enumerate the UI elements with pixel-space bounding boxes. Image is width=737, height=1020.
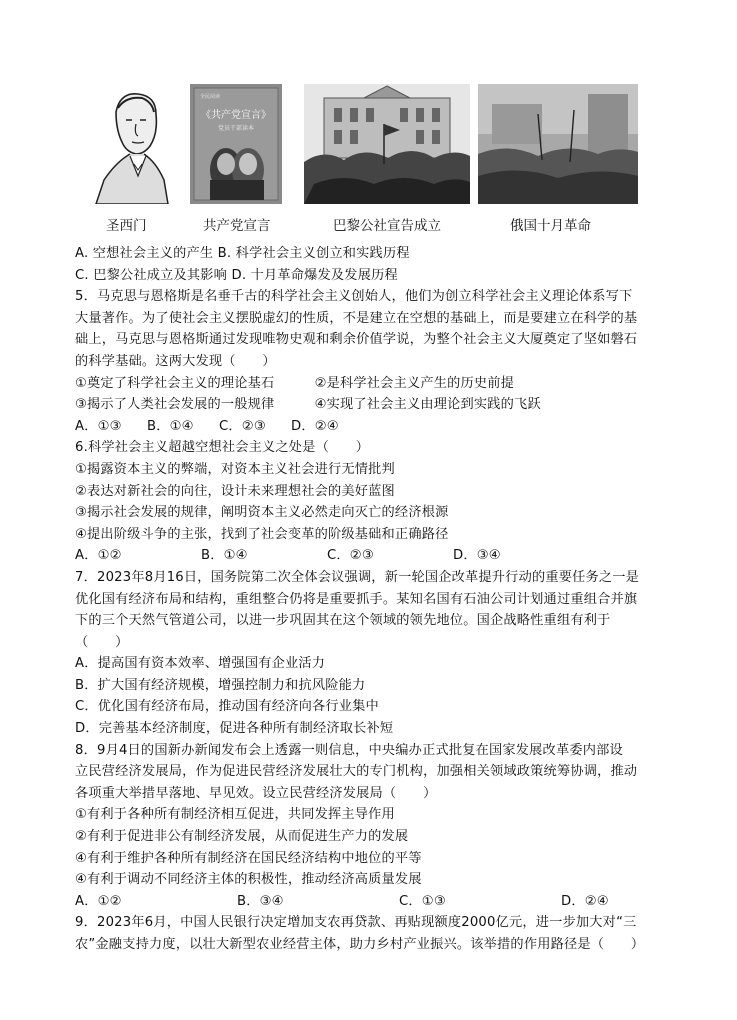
q6-item-line: ②表达对新社会的向往，设计未来理想社会的美好蓝图 <box>75 483 395 499</box>
q5-choice-d: D．②④ <box>291 418 339 434</box>
q8-stem-line: 立民营经济发展局，作为促进民营经济发展壮大的专门机构，加强相关领域政策统筹协调，推动 <box>75 764 638 780</box>
q4-option-line: C. 巴黎公社成立及其影响 D. 十月革命爆发及发展历程 <box>75 267 398 283</box>
q8-choice-d: D．②④ <box>561 893 609 909</box>
q6-item-line: ③揭示社会发展的规律，阐明资本主义必然走向灭亡的经济根源 <box>75 505 449 521</box>
saint-simon-portrait <box>86 84 178 204</box>
question-text <box>75 243 667 956</box>
q5-item-line: ①奠定了科学社会主义的理论基石 ②是科学社会主义产生的历史前提 <box>75 375 515 391</box>
q6-item-line: ①揭露资本主义的弊端，对资本主义社会进行无情批判 <box>75 461 395 477</box>
q6-item-line: ④提出阶级斗争的主张，找到了社会变革的阶级基础和正确路径 <box>75 526 449 542</box>
cover-series-text: 全民阅读 <box>200 94 221 100</box>
cover-subtitle-text: 党员干部读本 <box>217 125 255 132</box>
q8-item-line: ④有利于维护各种所有制经济在国民经济结构中地位的平等 <box>75 850 422 866</box>
q8-choices <box>75 891 667 913</box>
caption-saint-simon: 圣西门 <box>106 218 147 234</box>
q5-stem-line: 大量著作。为了使社会主义摆脱虚幻的性质，不是建立在空想的基础上，而是要建立在科学的基 <box>75 310 638 326</box>
q5-choices <box>75 416 667 438</box>
q5-choice-a: A．①③ <box>75 418 122 434</box>
q5-stem-line: 5．马克思与恩格斯是名垂千古的科学社会主义创始人，他们为创立科学社会主义理论体系写下 <box>75 289 633 305</box>
q5-choice-c: C．②③ <box>219 418 266 434</box>
q7-stem-line: 优化国有经济布局和结构，重组整合仍将是重要抓手。某知名国有石油公司计划通过重组合并旗 <box>75 591 638 607</box>
q7-stem-line: （ ） <box>75 634 129 650</box>
q6-choice-b: B．①④ <box>201 548 248 564</box>
q6-choice-a: A．①② <box>75 548 122 564</box>
q7-item-line: A．提高国有资本效率、增强国有企业活力 <box>75 656 326 672</box>
q5-stem-line: 础上，马克思与恩格斯通过发现唯物史观和剩余价值学说，为整个社会主义大厦奠定了坚如磐石 <box>75 332 638 348</box>
q4-option-line: A. 空想社会主义的产生 B. 科学社会主义创立和实践历程 <box>75 246 410 261</box>
q8-choice-b: B．③④ <box>237 893 284 909</box>
q7-stem-line: 下的三个天然气管道公司，以进一步巩固其在这个领域的领先地位。国企战略性重组有利于 <box>75 613 611 629</box>
q7-stem-line: 7．2023年8月16日，国务院第二次全体会议强调，新一轮国企改革提升行动的重要任务之一是 <box>75 569 640 585</box>
cover-title-text: 《共产党宣言》 <box>201 110 271 121</box>
q6-choice-c: C．②③ <box>327 548 374 564</box>
communist-manifesto-cover <box>190 84 282 204</box>
q5-item-line: ③揭示了人类社会发展的一般规律 ④实现了社会主义由理论到实践的飞跃 <box>75 397 541 413</box>
q8-item-line: ④有利于调动不同经济主体的积极性，推动经济高质量发展 <box>75 872 422 888</box>
q5-choice-b: B．①④ <box>147 418 194 434</box>
q6-choices <box>75 545 667 567</box>
q5-stem-line: 的科学基础。这两大发现（ ） <box>75 353 276 369</box>
q8-item-line: ②有利于促进非公有制经济发展，从而促进生产力的发展 <box>75 829 409 845</box>
picture-row <box>80 84 640 234</box>
q9-stem-line: 9．2023年6月，中国人民银行决定增加支农再贷款、再贴现额度2000亿元，进一步加大对“三 <box>75 915 637 931</box>
q6-choice-d: D．③④ <box>453 548 501 564</box>
q8-stem-line: 8．9月4日的国新办新闻发布会上透露一则信息，中央编办正式批复在国家发展改革委内部设 <box>75 742 623 758</box>
paris-commune-image <box>304 84 470 204</box>
q8-item-line: ①有利于各种所有制经济相互促进，共同发挥主导作用 <box>75 807 395 823</box>
q9-stem-line: 农”金融支持力度，以壮大新型农业经营主体，助力乡村产业振兴。该举措的作用路径是（ ） <box>75 937 645 952</box>
caption-october-revolution: 俄国十月革命 <box>510 218 591 234</box>
q8-choice-a: A．①② <box>75 893 122 909</box>
q7-item-line: B．扩大国有经济规模，增强控制力和抗风险能力 <box>75 677 366 693</box>
q7-item-line: C．优化国有经济布局，推动国有经济向各行业集中 <box>75 699 379 715</box>
caption-manifesto: 共产党宣言 <box>203 218 271 234</box>
q6-stem-line: 6.科学社会主义超越空想社会主义之处是（ ） <box>75 440 370 456</box>
q8-stem-line: 各项重大举措早落地、早见效。设立民营经济发展局（ ） <box>75 785 437 801</box>
q7-item-line: D．完善基本经济制度，促进各种所有制经济取长补短 <box>75 721 394 737</box>
october-revolution-image <box>478 84 638 204</box>
q8-choice-c: C．①③ <box>399 893 446 909</box>
caption-paris-commune: 巴黎公社宣告成立 <box>333 218 441 234</box>
